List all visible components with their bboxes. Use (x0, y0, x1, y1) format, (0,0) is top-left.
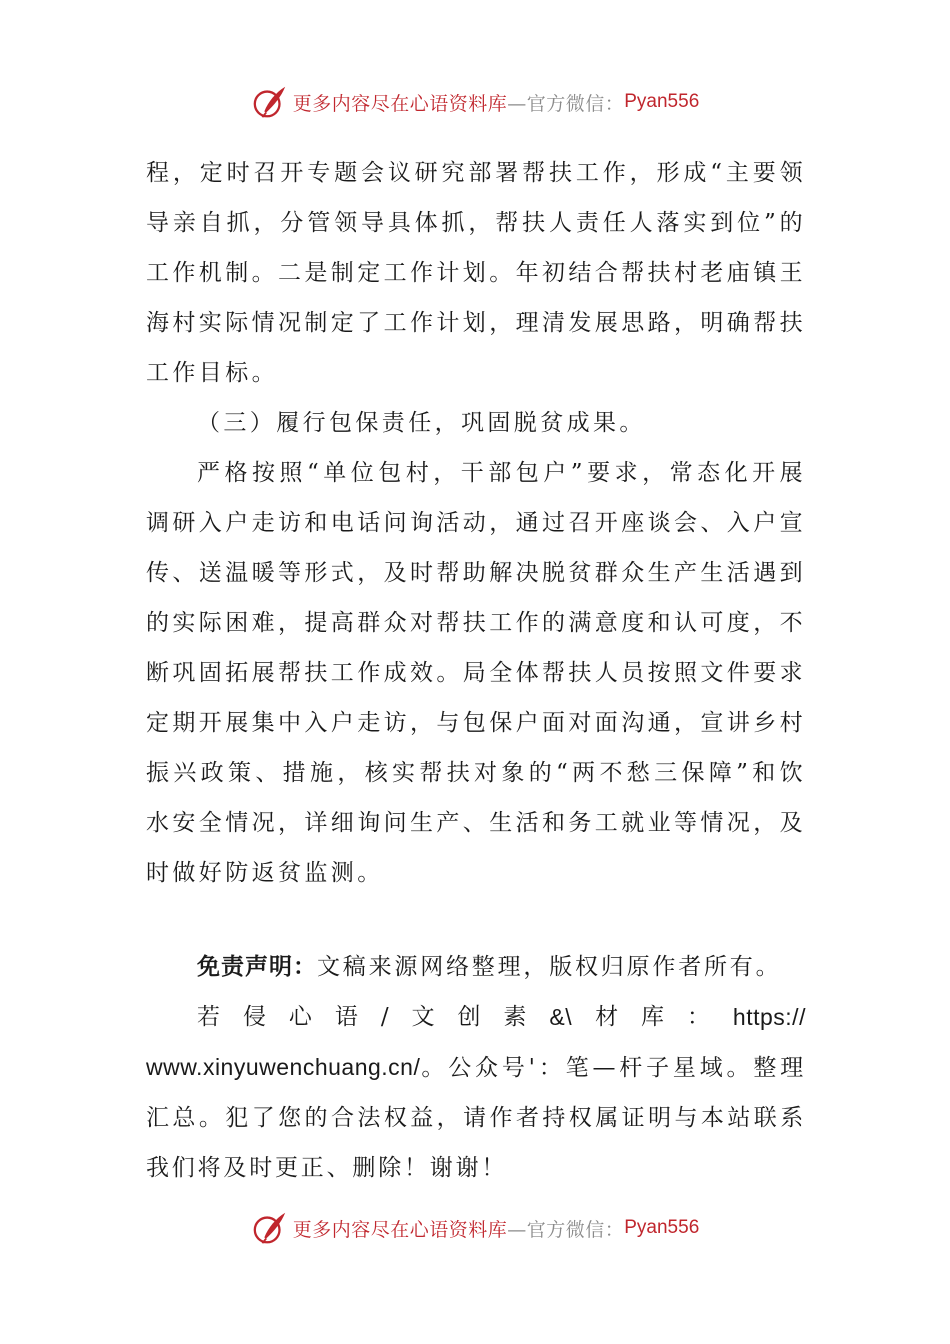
disclaimer-continued (146, 1042, 806, 1193)
disclaimer-line (146, 942, 806, 992)
disclaimer-after-url: 。公众号'：笔—杆子星域。整理汇总。犯了您的合法权益，请作者持权属证明与本站联系我们将及时更正、删除！谢谢！ (146, 1055, 806, 1181)
disclaimer-url-link[interactable]: www.xinyuwenchuang.cn/ (146, 1054, 421, 1080)
section-heading-3: （三）履行包保责任，巩固脱贫成果。 (197, 410, 646, 436)
spread-char: 文 (411, 1004, 435, 1030)
banner-wechat-id: Pyan556 (624, 91, 700, 112)
footer-banner (0, 1208, 950, 1248)
disclaimer-block (146, 942, 806, 1193)
spread-char: &\ (549, 1004, 573, 1030)
spread-char: 心 (288, 1004, 312, 1030)
banner-wechat-label: —官方微信： (507, 92, 625, 115)
disclaimer-spread-line (146, 992, 806, 1042)
spread-char: 库 (641, 1004, 665, 1030)
banner-title: 更多内容尽在心语资料库 (292, 1218, 508, 1241)
quill-logo-icon (251, 1209, 289, 1247)
banner-wechat-label: —官方微信： (507, 1218, 625, 1241)
spread-char: 语 (334, 1004, 358, 1030)
spread-char: 材 (595, 1004, 619, 1030)
spread-char: 素 (503, 1004, 527, 1030)
spread-char: ： (686, 1004, 710, 1030)
disclaimer-label: 免责声明： (197, 954, 317, 980)
paragraph-responsibility: 严格按照“单位包村，干部包户”要求，常态化开展调研入户走访和电话问询活动，通过召开座谈会、入户宣传、送温暖等形式，及时帮助解决脱贫群众生产生活遇到的实际困难，提高群众对帮扶工作的满意度和认可度，不断巩固拓展帮扶工作成效。局全体帮扶人员按照文件要求定期开展集中入户走访，与包保户面对面沟通，宣讲乡村振兴政策、措施，核实帮扶对象的“两不愁三保障”和饮水安全情况，详细询问生产、生活和务工就业等情况，及时做好防返贫监测。 (146, 460, 806, 886)
spread-url-prefix: https:// (732, 1004, 806, 1030)
spread-char: 创 (457, 1004, 481, 1030)
spread-char: 若 (197, 1004, 220, 1030)
document-body (146, 148, 806, 898)
banner-title: 更多内容尽在心语资料库 (292, 92, 508, 115)
quill-logo-icon (251, 83, 289, 121)
header-banner (0, 82, 950, 122)
spread-char: / (380, 1004, 389, 1030)
spread-char: 侵 (242, 1004, 266, 1030)
disclaimer-text: 文稿来源网络整理，版权归原作者所有。 (317, 954, 782, 980)
banner-wechat-id: Pyan556 (624, 1217, 700, 1238)
paragraph-work-mechanism: 程，定时召开专题会议研究部署帮扶工作，形成“主要领导亲自抓，分管领导具体抓，帮扶人责任人落实到位”的工作机制。二是制定工作计划。年初结合帮扶村老庙镇王海村实际情况制定了工作计划，理清发展思路，明确帮扶工作目标。 (146, 160, 806, 386)
